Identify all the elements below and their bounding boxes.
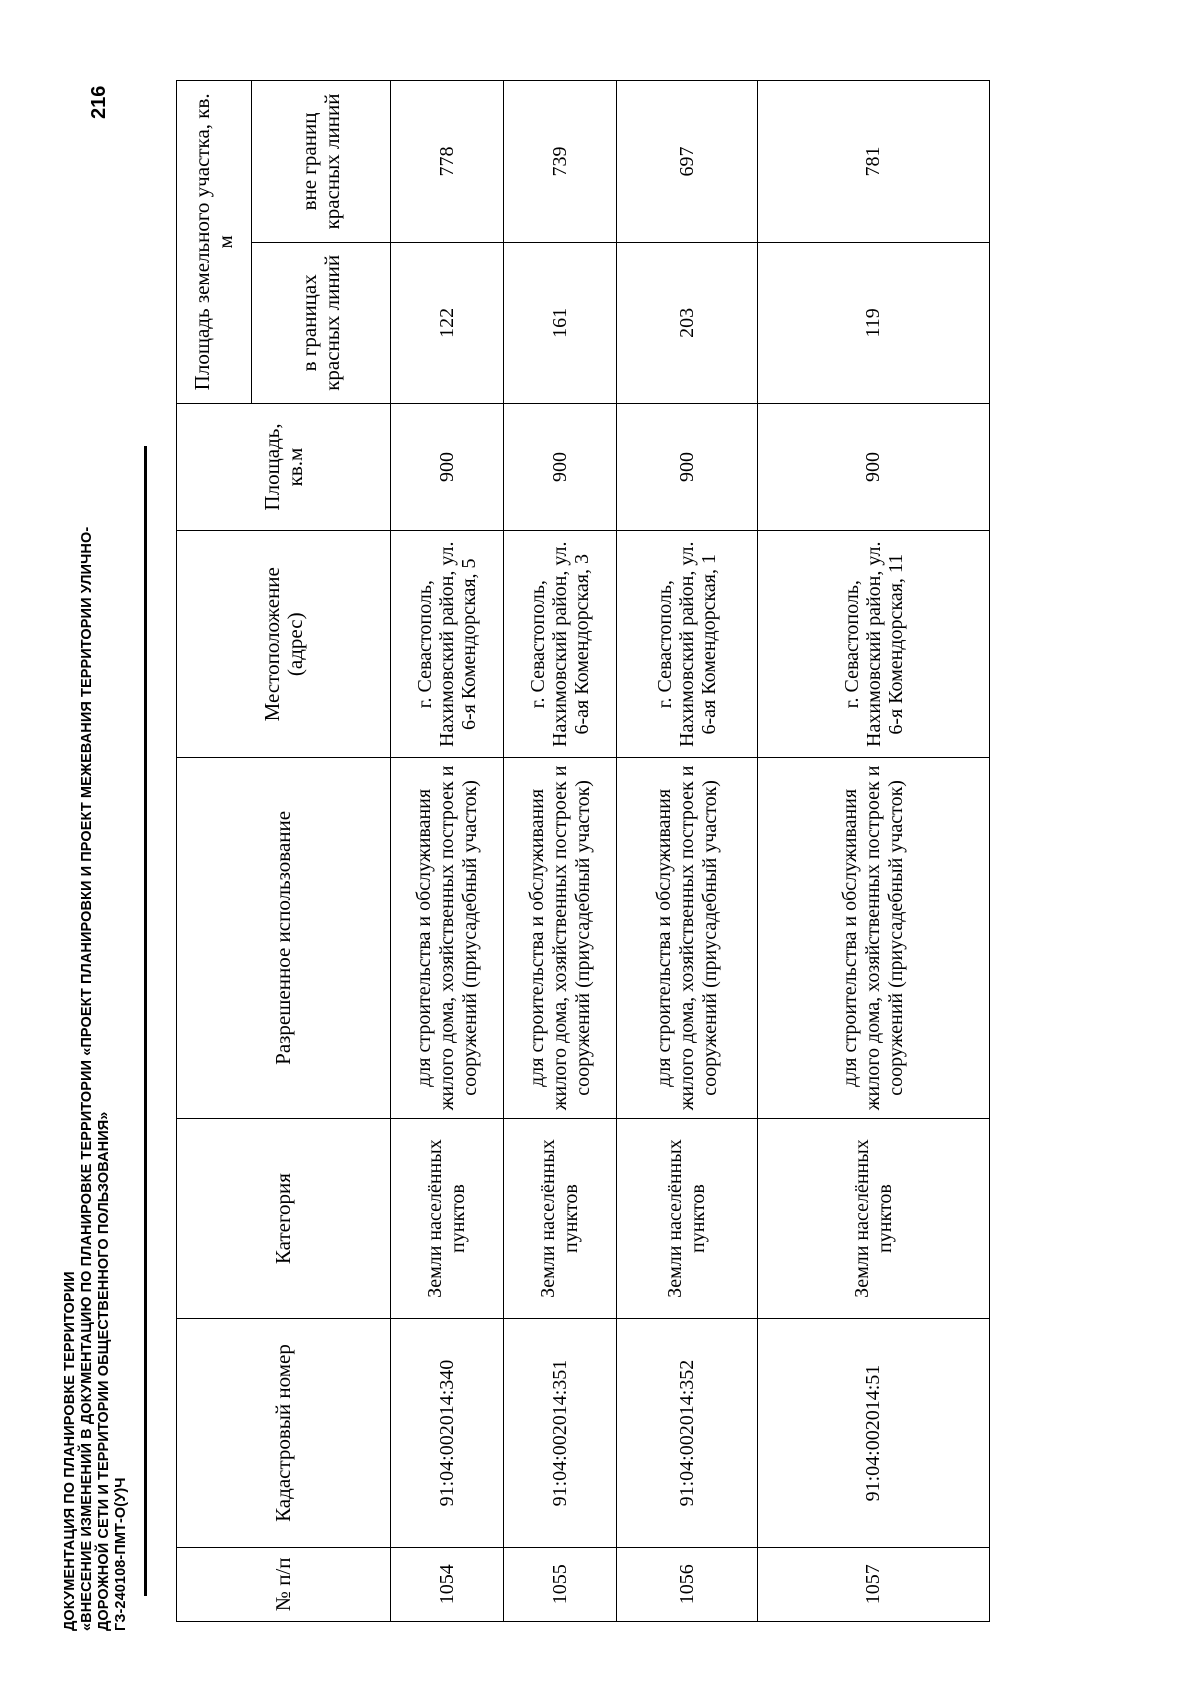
cell-cadastral: 91:04:002014:352: [617, 1319, 758, 1547]
cell-cadastral: 91:04:002014:351: [504, 1319, 617, 1547]
cell-location: г. Севастополь, Нахимовский район, ул. 6-я Комендорская, 11: [758, 531, 990, 758]
cell-cadastral: 91:04:002014:51: [758, 1319, 990, 1547]
cell-area: 900: [758, 403, 990, 531]
cell-outside: 697: [617, 81, 758, 243]
cell-location: г. Севастополь, Нахимовский район, ул. 6-ая Комендорская, 1: [617, 531, 758, 758]
header-line-3: ДОРОЖНОЙ СЕТИ И ТЕРРИТОРИИ ОБЩЕСТВЕННОГО ПОЛЬЗОВАНИЯ»: [96, 1111, 112, 1631]
header-line-2: «ВНЕСЕНИЕ ИЗМЕНЕНИЙ В ДОКУМЕНТАЦИЮ ПО ПЛАНИРОВКЕ ТЕРРИТОРИИ «ПРОЕКТ ПЛАНИРОВКИ И ПРОЕКТ МЕЖЕВАНИЯ ТЕРРИТОРИИ УЛИЧНО-: [79, 526, 95, 1631]
header-category: Категория: [177, 1118, 391, 1319]
cell-outside: 778: [391, 81, 504, 243]
page-number: 216: [88, 85, 110, 119]
cell-outside: 739: [504, 81, 617, 243]
header-cadastral: Кадастровый номер: [177, 1319, 391, 1547]
cell-permitted-use: для строительства и обслуживания жилого дома, хозяйственных построек и сооружений (приусадебный участок): [391, 758, 504, 1118]
cell-outside: 781: [758, 81, 990, 243]
cell-within: 203: [617, 242, 758, 403]
cell-permitted-use: для строительства и обслуживания жилого дома, хозяйственных построек и сооружений (приусадебный участок): [504, 758, 617, 1118]
header-permitted-use: Разрешенное использование: [177, 758, 391, 1118]
table-row: [617, 81, 758, 1622]
cell-num: 1056: [617, 1547, 758, 1621]
table-row: [504, 81, 617, 1622]
header-num: № п/п: [177, 1547, 391, 1621]
cell-category: Земли населённых пунктов: [758, 1118, 990, 1319]
cell-num: 1055: [504, 1547, 617, 1621]
cell-category: Земли населённых пунктов: [617, 1118, 758, 1319]
land-plots-table: [176, 80, 990, 1622]
cell-within: 122: [391, 242, 504, 403]
cell-location: г. Севастополь, Нахимовский район, ул. 6-я Комендорская, 5: [391, 531, 504, 758]
table-header-row: [177, 81, 252, 1622]
cell-area: 900: [617, 403, 758, 531]
cell-area: 900: [504, 403, 617, 531]
cell-permitted-use: для строительства и обслуживания жилого дома, хозяйственных построек и сооружений (приусадебный участок): [758, 758, 990, 1118]
cell-location: г. Севастополь, Нахимовский район, ул. 6-ая Комендорская, 3: [504, 531, 617, 758]
cell-num: 1057: [758, 1547, 990, 1621]
cell-area: 900: [391, 403, 504, 531]
table-row: [391, 81, 504, 1622]
table-row: [758, 81, 990, 1622]
header-divider: [144, 446, 147, 1596]
cell-category: Земли населённых пунктов: [391, 1118, 504, 1319]
cell-num: 1054: [391, 1547, 504, 1621]
document-header: [62, 71, 130, 1631]
header-area: Площадь, кв.м: [177, 403, 391, 531]
cell-within: 119: [758, 242, 990, 403]
cell-cadastral: 91:04:002014:340: [391, 1319, 504, 1547]
header-within-red-lines: в границах красных линий: [252, 242, 391, 403]
header-outside-red-lines: вне границ красных линий: [252, 81, 391, 243]
cell-permitted-use: для строительства и обслуживания жилого дома, хозяйственных построек и сооружений (приусадебный участок): [617, 758, 758, 1118]
cell-category: Земли населённых пунктов: [504, 1118, 617, 1319]
header-line-1: ДОКУМЕНТАЦИЯ ПО ПЛАНИРОВКЕ ТЕРРИТОРИИ: [62, 1271, 78, 1631]
header-location: Местоположение (адрес): [177, 531, 391, 758]
cell-within: 161: [504, 242, 617, 403]
header-plot-area: Площадь земельного участка, кв. м: [177, 81, 252, 404]
header-line-4: ГЗ-240108-ПМТ-О(У)Ч: [113, 1477, 129, 1631]
